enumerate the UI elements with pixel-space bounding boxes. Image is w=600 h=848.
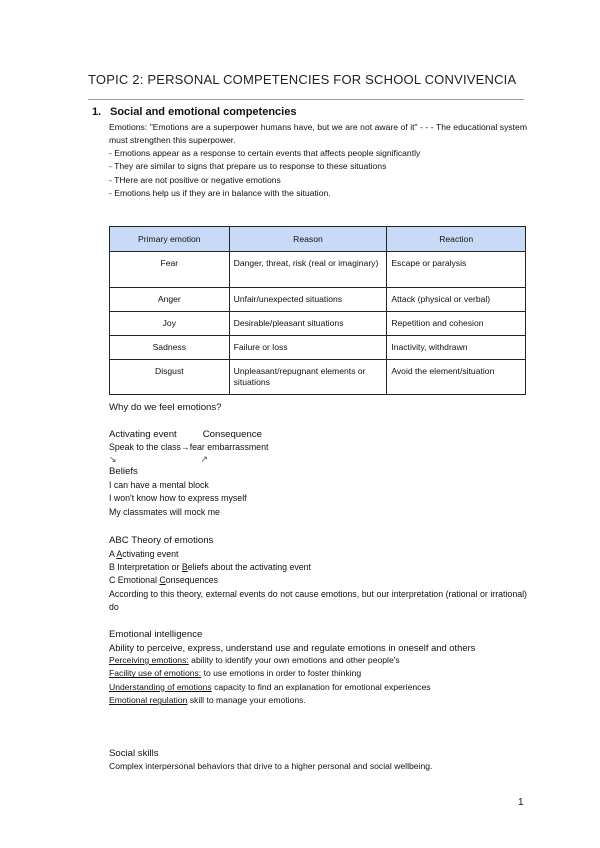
emotion-cell: Anger — [110, 288, 230, 312]
column-header-reason: Reason — [229, 227, 387, 252]
example-labels-row — [109, 428, 529, 441]
table-row — [110, 336, 526, 360]
abc-theory-section — [109, 534, 527, 614]
right-arrow-icon: → — [180, 442, 190, 452]
page-title: TOPIC 2: PERSONAL COMPETENCIES FOR SCHOOL CONVIVENCIA — [88, 72, 517, 87]
list-item — [109, 667, 527, 680]
table-row — [110, 288, 526, 312]
table-header-row — [110, 227, 526, 252]
list-item — [109, 654, 527, 667]
example-event-row — [109, 441, 529, 454]
social-definition: Complex interpersonal behaviors that drive to a higher personal and social wellbeing. — [109, 761, 433, 771]
list-item — [109, 548, 527, 561]
ei-term: Facility use of emotions: — [109, 668, 202, 679]
ei-desc: capacity to find an explanation for emotional experiences — [211, 681, 431, 692]
abc-prefix: B Interpretation or — [109, 562, 182, 573]
emotion-cell: Fear — [110, 252, 230, 288]
column-header-primary-emotion: Primary emotion — [110, 227, 230, 252]
emotional-intelligence-section — [109, 628, 527, 708]
abc-list — [109, 548, 527, 588]
event-text: Speak to the class — [109, 442, 181, 452]
social-skills-section — [109, 747, 527, 773]
ei-definition: Ability to perceive, express, understand use and regulate emotions in oneself and others — [109, 642, 476, 653]
ei-title: Emotional intelligence — [109, 629, 203, 640]
social-title: Social skills — [109, 748, 159, 759]
abc-explanation: According to this theory, external events do not cause emotions, but our interpretation (rational or irrational) do — [109, 588, 527, 612]
arrow-down-right-icon: ↘ — [109, 454, 117, 464]
abc-letter: A — [116, 549, 123, 559]
title-divider — [88, 99, 524, 100]
reason-cell: Unpleasant/repugnant elements or situations — [229, 360, 387, 395]
emotion-cell: Sadness — [110, 336, 230, 360]
example-diagonal-arrows — [109, 454, 529, 465]
activating-event-label: Activating event — [109, 429, 177, 440]
ei-items — [109, 654, 527, 708]
emotion-cell: Disgust — [110, 360, 230, 395]
arrow-up-right-icon: ↗ — [200, 454, 209, 464]
list-item — [109, 681, 527, 694]
emotion-facts-list — [109, 147, 527, 201]
consequence-text: fear embarrassment — [189, 442, 269, 452]
consequence-label: Consequence — [202, 429, 262, 440]
reaction-cell: Repetition and cohesion — [387, 312, 526, 336]
reason-cell: Failure or loss — [229, 336, 387, 360]
intro-text: Emotions: "Emotions are a superpower humans have, but we are not aware of it" - - - The educational system must strengthen this superpower. — [109, 122, 527, 146]
abc-letter: C — [159, 575, 166, 586]
section-title: Social and emotional competencies — [110, 106, 297, 118]
abc-rest: onsequences — [165, 575, 219, 586]
reaction-cell: Avoid the element/situation — [387, 360, 526, 395]
ei-term: Perceiving emotions: — [109, 655, 189, 665]
ei-term: Emotional regulation — [109, 695, 188, 706]
abc-prefix: A — [109, 549, 117, 559]
list-item — [109, 561, 527, 574]
list-item — [109, 694, 527, 707]
emotion-example — [109, 428, 529, 519]
section-number: 1. — [92, 106, 102, 118]
intro-paragraph — [109, 121, 527, 148]
beliefs-list — [109, 479, 529, 519]
abc-prefix: C Emotional — [109, 575, 160, 586]
table-row — [110, 252, 526, 288]
table-row — [110, 360, 526, 395]
list-item: - THere are not positive or negative emotions — [109, 174, 281, 185]
ei-desc: to use emotions in order to foster thinking — [201, 668, 362, 679]
ei-desc: skill to manage your emotions. — [187, 695, 306, 706]
page-number: 1 — [518, 797, 524, 808]
list-item: My classmates will mock me — [109, 506, 220, 517]
ei-term: Understanding of emotions — [109, 681, 212, 692]
column-header-reaction: Reaction — [387, 227, 526, 252]
list-item: I can have a mental block — [109, 480, 209, 490]
abc-letter: B — [181, 562, 188, 573]
table-row — [110, 312, 526, 336]
abc-rest: eliefs about the activating event — [187, 562, 311, 573]
abc-title: ABC Theory of emotions — [109, 535, 214, 546]
emotions-table — [109, 226, 526, 395]
reason-cell: Danger, threat, risk (real or imaginary) — [229, 252, 387, 288]
list-item — [109, 574, 527, 587]
why-question: Why do we feel emotions? — [109, 402, 222, 413]
reaction-cell: Escape or paralysis — [387, 252, 526, 288]
list-item: - They are similar to signs that prepare us to response to these situations — [109, 161, 387, 172]
reaction-cell: Inactivity, withdrawn — [387, 336, 526, 360]
ei-desc: ability to identify your own emotions and other people's — [188, 655, 400, 665]
reaction-cell: Attack (physical or verbal) — [387, 288, 526, 312]
reason-cell: Desirable/pleasant situations — [229, 312, 387, 336]
list-item: - Emotions appear as a response to certain events that affects people significantly — [109, 148, 421, 158]
list-item: - Emotions help us if they are in balance with the situation. — [109, 188, 331, 199]
emotion-cell: Joy — [110, 312, 230, 336]
list-item: I won't know how to express myself — [109, 493, 247, 504]
reason-cell: Unfair/unexpected situations — [229, 288, 387, 312]
beliefs-label: Beliefs — [109, 466, 138, 477]
abc-rest: ctivating event — [122, 549, 179, 559]
section-heading — [92, 106, 296, 118]
